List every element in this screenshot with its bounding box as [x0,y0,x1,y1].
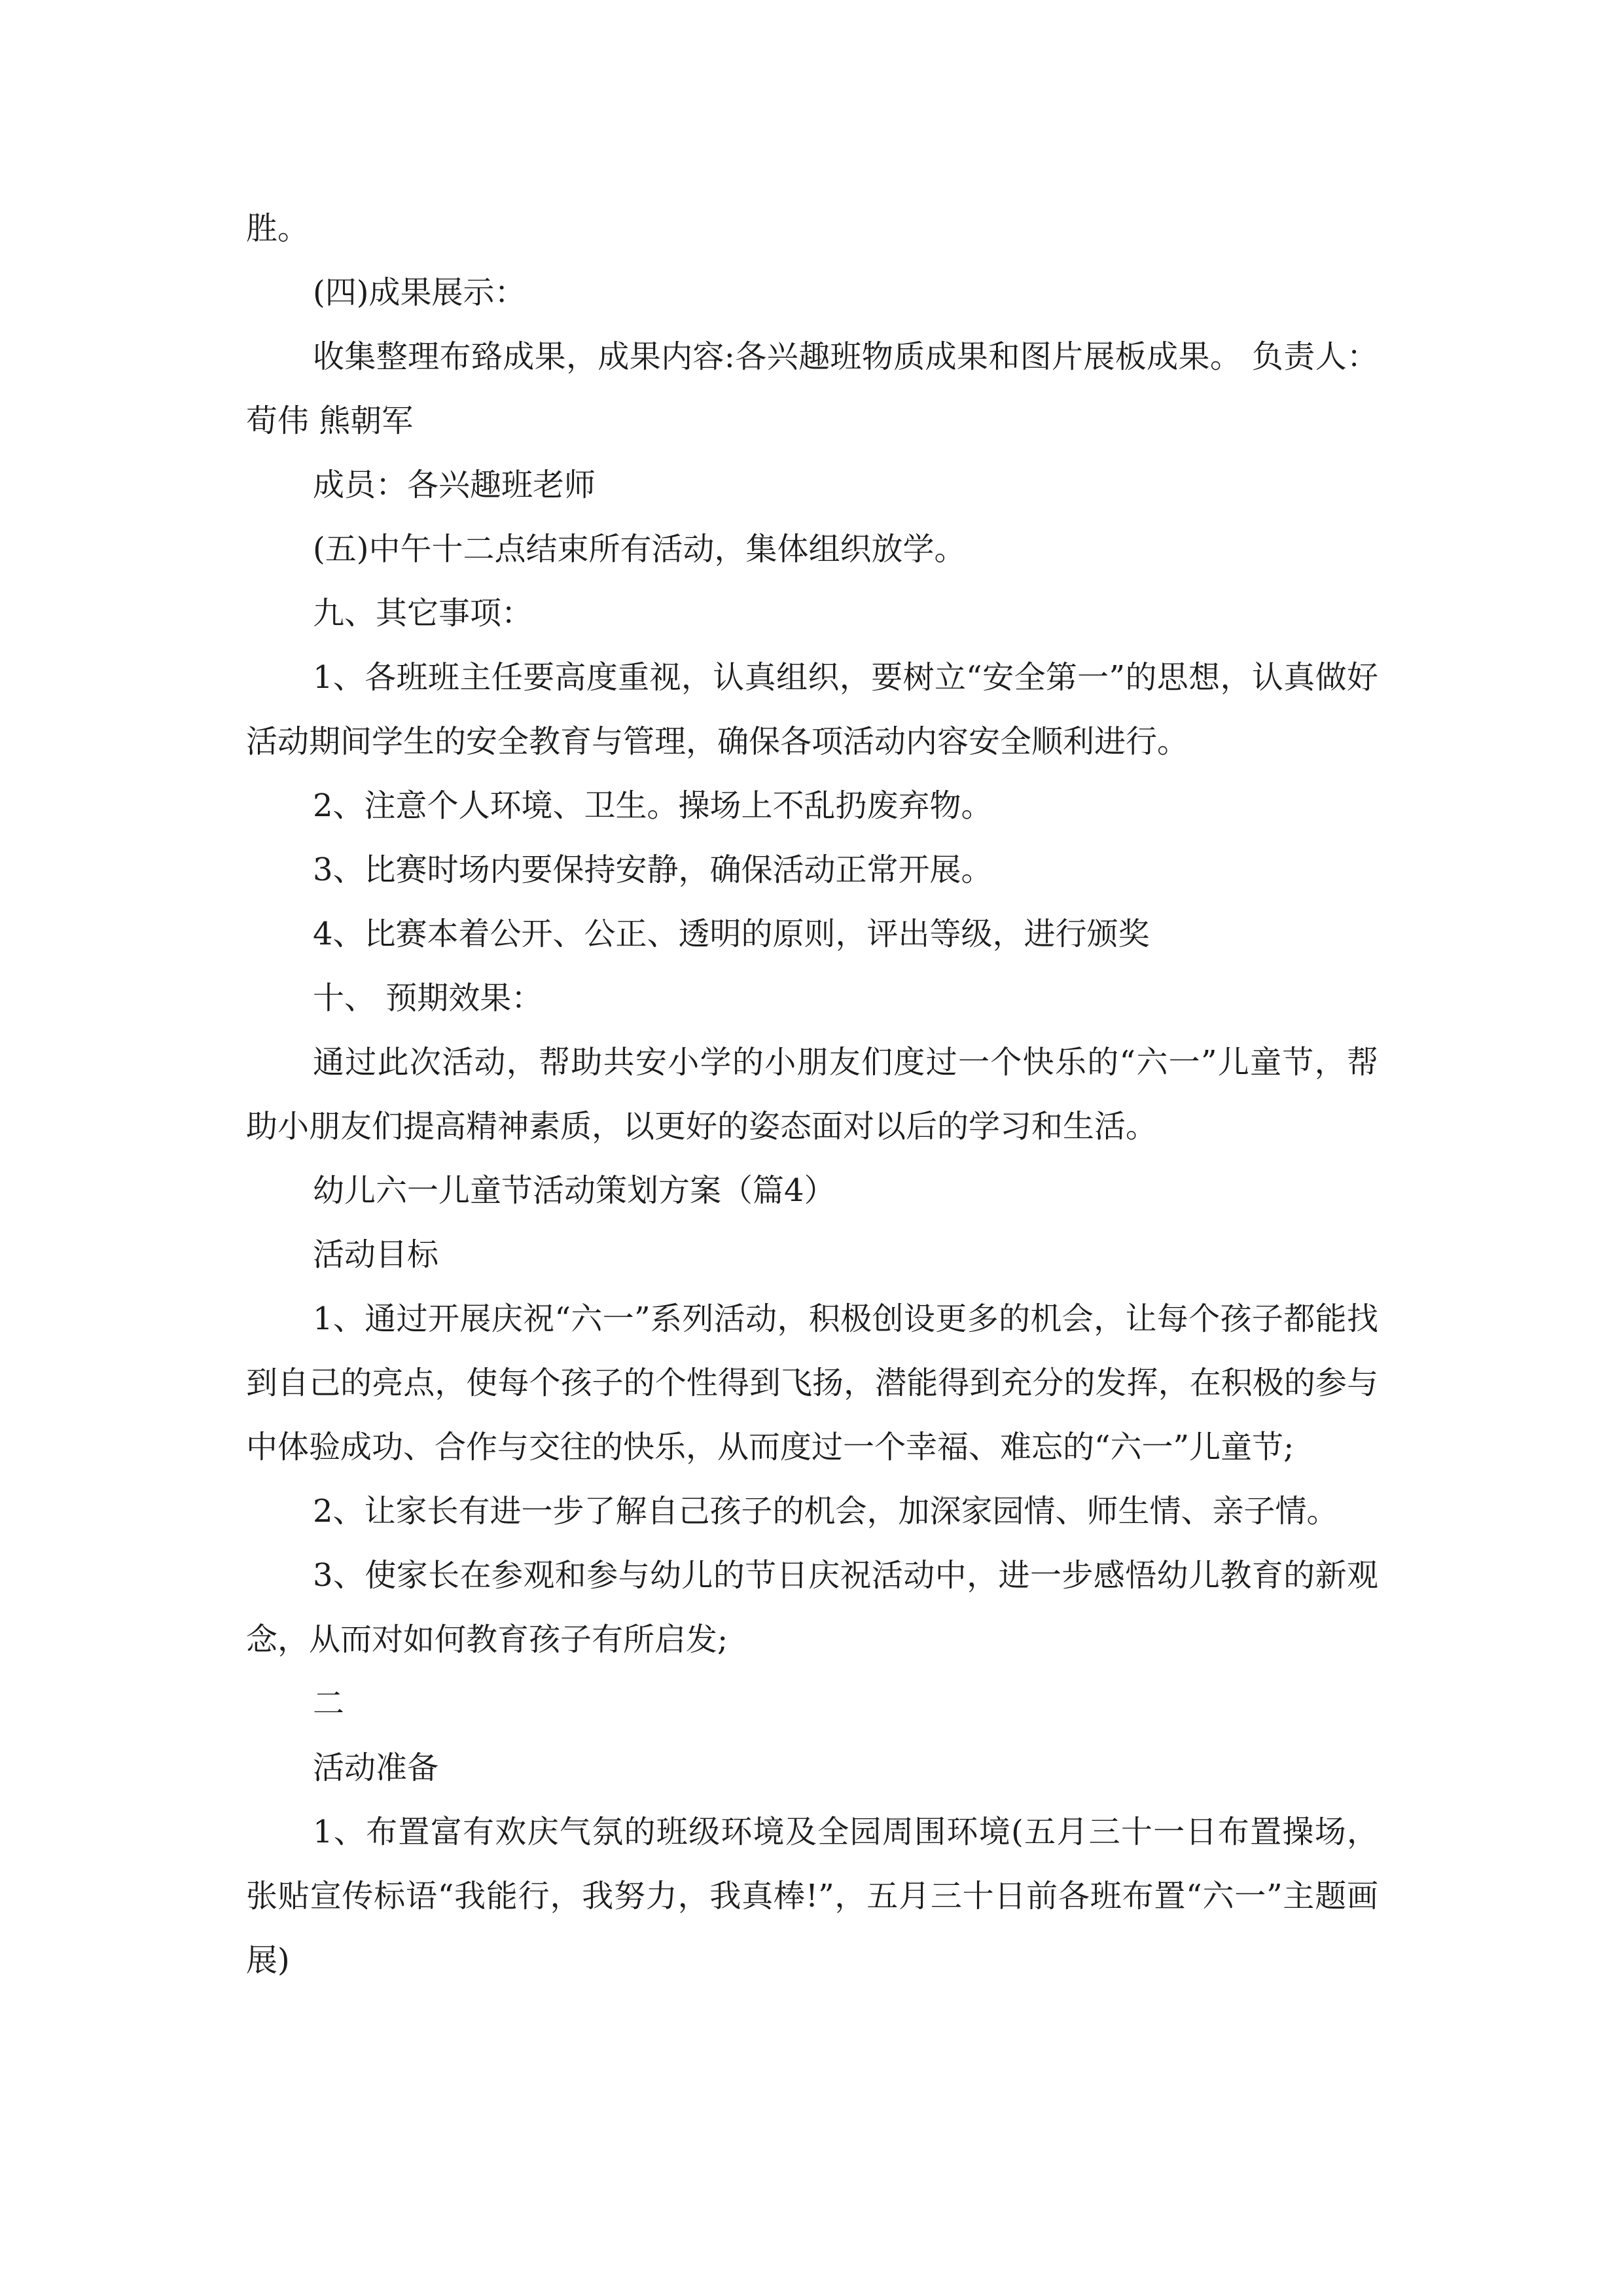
document-body [246,196,1378,1992]
list-item: 2、注意个人环境、卫生。操场上不乱扔废弃物。 [313,787,993,824]
list-item: 4、比赛本着公开、公正、透明的原则，评出等级，进行颁奖 [313,916,1150,952]
document-title: 幼儿六一儿童节活动策划方案（篇4） [313,1172,836,1209]
section-heading: 活动目标 [313,1236,439,1273]
paragraph: 成员：各兴趣班老师 [313,467,596,503]
list-item: 2、让家长有进一步了解自己孩子的机会，加深家园情、师生情、亲子情。 [313,1493,1338,1530]
paragraph: 通过此次活动，帮助共安小学的小朋友们度过一个快乐的“六一”儿童节，帮助小朋友们提高精神素质，以更好的姿态面对以后的学习和生活。 [246,1044,1378,1145]
section-heading: 九、其它事项： [313,595,533,632]
section-heading: 十、 预期效果： [313,980,543,1016]
paragraph: 收集整理布臵成果，成果内容:各兴趣班物质成果和图片展板成果。 负责人：荀伟 熊朝军 [246,338,1378,439]
list-item: 3、比赛时场内要保持安静，确保活动正常开展。 [313,852,993,888]
list-item: 3、使家长在参观和参与幼儿的节日庆祝活动中，进一步感悟幼儿教育的新观念，从而对如何教育孩子有所启发; [246,1557,1378,1658]
paragraph: (五)中午十二点结束所有活动，集体组织放学。 [313,531,966,567]
list-item: 1、布置富有欢庆气氛的班级环境及全园周围环境(五月三十一日布置操场，张贴宣传标语“我能行，我努力，我真棒!”，五月三十日前各班布置“六一”主题画展) [246,1814,1378,1979]
list-item: 1、通过开展庆祝“六一”系列活动，积极创设更多的机会，让每个孩子都能找到自己的亮点，使每个孩子的个性得到飞扬，潜能得到充分的发挥，在积极的参与中体验成功、合作与交往的快乐，从而度过一个幸福、难忘的“六一”儿童节; [246,1300,1378,1465]
list-item: 1、各班班主任要高度重视，认真组织，要树立“安全第一”的思想，认真做好活动期间学生的安全教育与管理，确保各项活动内容安全顺利进行。 [246,659,1378,760]
paragraph: 胜。 [246,210,310,247]
section-heading: 活动准备 [313,1749,439,1786]
section-number: 二 [313,1685,345,1722]
section-heading: (四)成果展示： [313,274,526,311]
